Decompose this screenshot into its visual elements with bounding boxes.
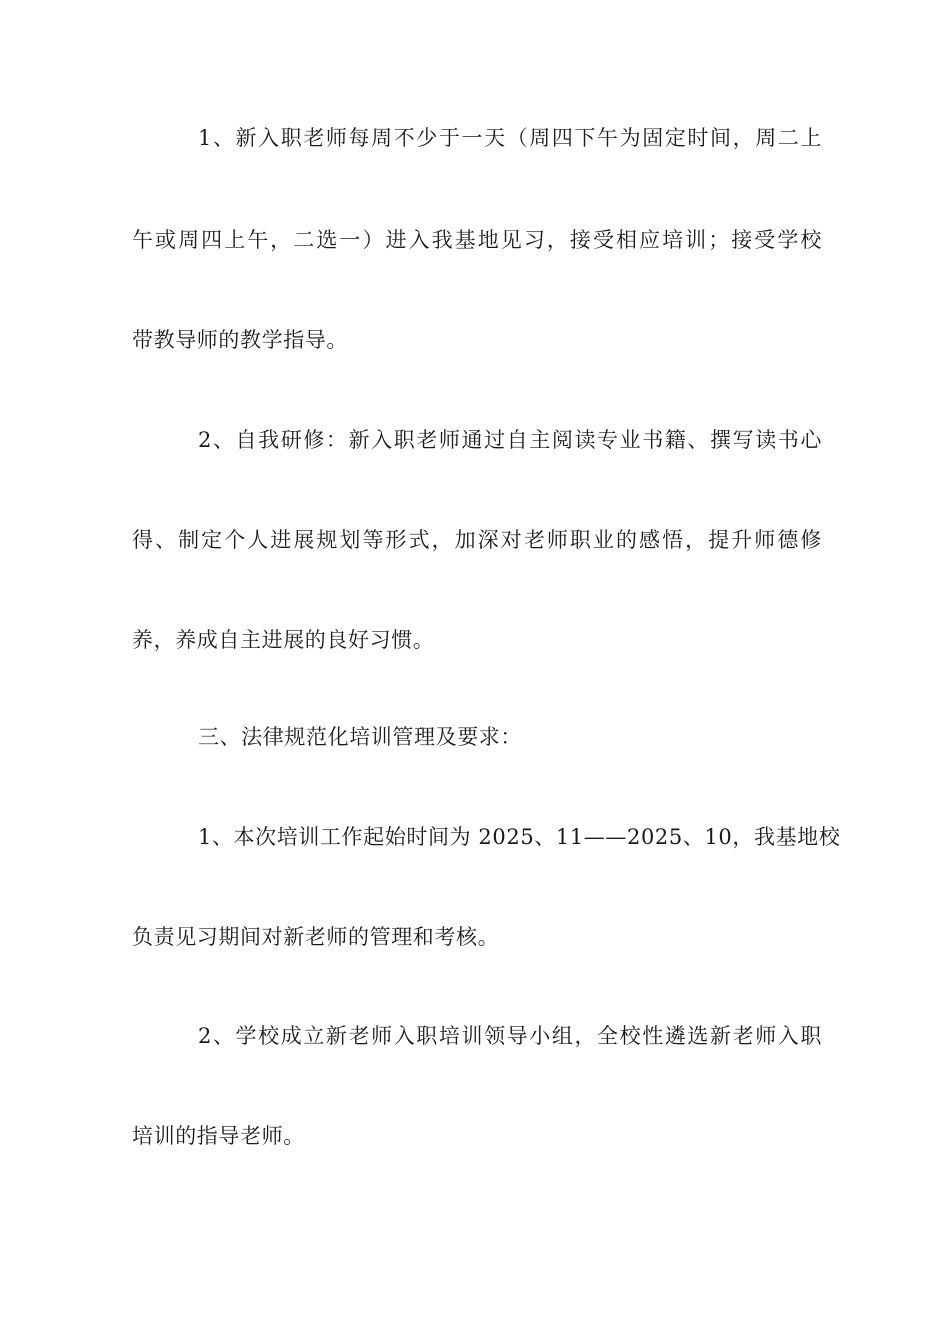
paragraph-4-line-2: 培训的指导老师。 <box>132 1124 305 1148</box>
section-heading: 三、法律规范化培训管理及要求： <box>198 725 522 749</box>
paragraph-2-line-2: 得、制定个人进展规划等形式，加深对老师职业的感悟，提升师德修 <box>132 528 822 552</box>
paragraph-1-line-3: 带教导师的教学指导。 <box>132 328 348 352</box>
paragraph-2-line-1: 2、自我研修：新入职老师通过自主阅读专业书籍、撰写读书心 <box>198 428 822 452</box>
paragraph-1-line-1: 1、新入职老师每周不少于一天（周四下午为固定时间，周二上 <box>198 126 822 150</box>
paragraph-2-line-3: 养，养成自主进展的良好习惯。 <box>132 628 435 652</box>
paragraph-4-line-1: 2、学校成立新老师入职培训领导小组，全校性遴选新老师入职 <box>198 1024 822 1048</box>
paragraph-1-line-2: 午或周四上午，二选一）进入我基地见习，接受相应培训；接受学校 <box>132 228 822 252</box>
paragraph-3-line-1: 1、本次培训工作起始时间为 2025、11——2025、10，我基地校 <box>198 825 841 849</box>
paragraph-3-line-2: 负责见习期间对新老师的管理和考核。 <box>132 925 500 949</box>
